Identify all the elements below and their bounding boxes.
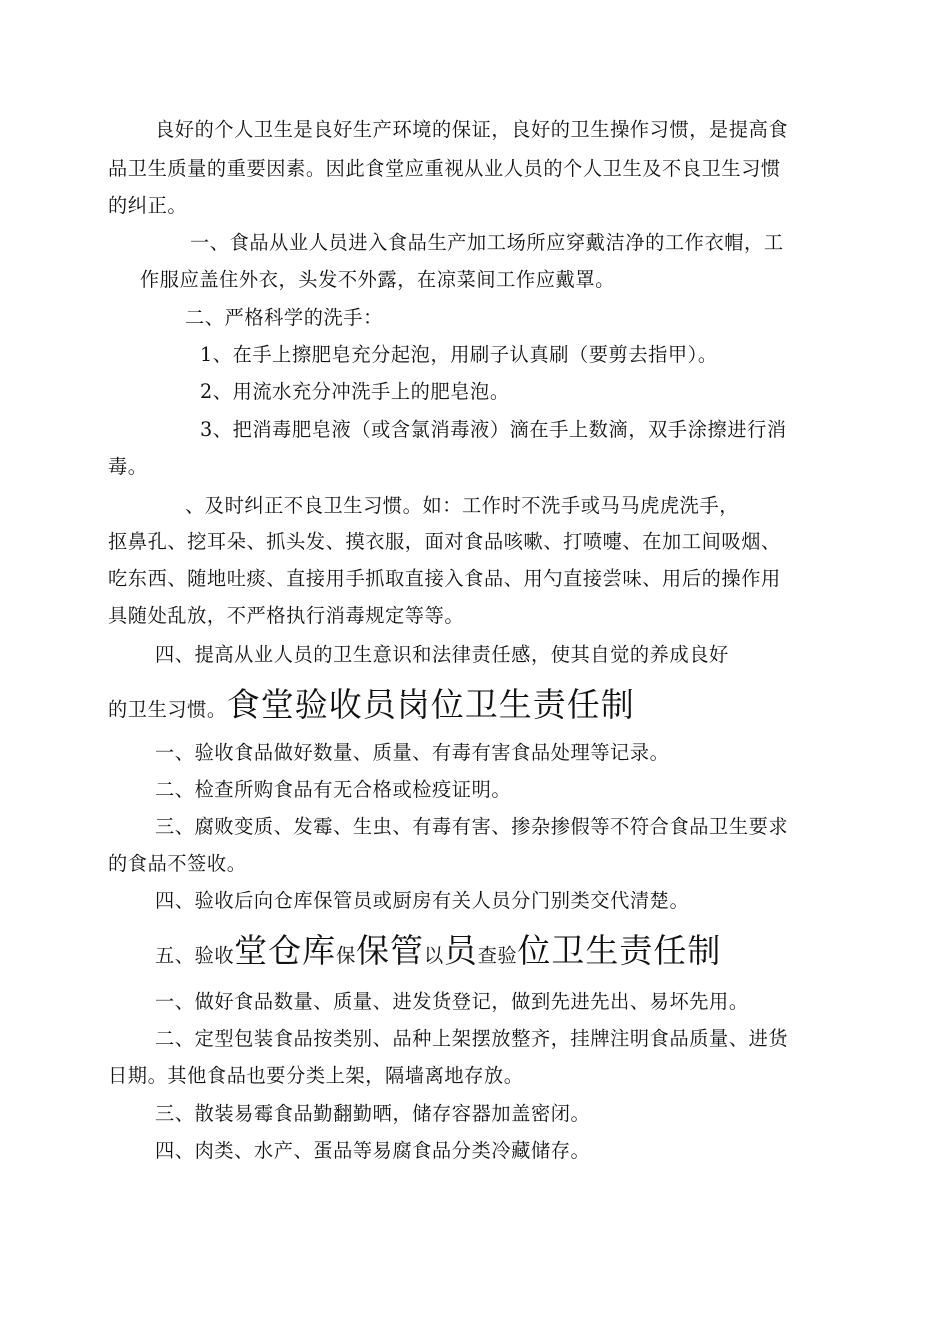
item2-step-1: 1、在手上擦肥皂充分起泡，用刷子认真刷（要剪去指甲）。 — [200, 343, 718, 366]
intro-line-2: 品卫生质量的重要因素。因此食堂应重视从业人员的个人卫生及不良卫生习惯 — [108, 157, 781, 180]
item1-line-2: 作服应盖住外衣，头发不外露，在凉菜间工作应戴罩。 — [140, 268, 615, 291]
inspector-item-1: 一、验收食品做好数量、质量、有毒有害食品处理等记录。 — [155, 741, 670, 764]
item3-line-4: 具随处乱放，不严格执行消毒规定等等。 — [108, 604, 465, 627]
warehouse-heading-part-2: 堂仓库 — [234, 931, 337, 970]
inspector-item-4: 四、验收后向仓库保管员或厨房有关人员分门别类交代清楚。 — [155, 889, 690, 912]
warehouse-heading-part-8: 位卫生责任制 — [517, 931, 722, 970]
inspector-item-3-line-1: 三、腐败变质、发霉、生虫、有毒有害、掺杂掺假等不符合食品卫生要求 — [155, 815, 789, 838]
intro-line-1: 良好的个人卫生是良好生产环境的保证，良好的卫生操作习惯，是提高食 — [155, 118, 789, 141]
item2-step-3-line-1: 3、把消毒肥皂液（或含氯消毒液）滴在手上数滴，双手涂擦进行消 — [200, 418, 787, 441]
warehouse-item-2-line-1: 二、定型包装食品按类别、品种上架摆放整齐，挂牌注明食品质量、进货 — [155, 1027, 789, 1050]
warehouse-item-3: 三、散装易霉食品勤翻勤晒，储存容器加盖密闭。 — [155, 1102, 591, 1125]
intro-line-3: 的纠正。 — [108, 194, 188, 217]
inspector-item-2: 二、检查所购食品有无合格或检疫证明。 — [155, 778, 512, 801]
warehouse-heading-part-4: 保管 — [355, 931, 424, 970]
item4-line-1: 四、提高从业人员的卫生意识和法律责任感，使其自觉的养成良好 — [155, 643, 729, 666]
warehouse-heading-part-6: 员 — [443, 931, 478, 970]
item4-line-2-with-heading — [108, 686, 635, 729]
warehouse-item-4: 四、肉类、水产、蛋品等易腐食品分类冷藏储存。 — [155, 1139, 591, 1162]
item4-line-2: 的卫生习惯。 — [108, 698, 227, 721]
item3-line-3: 吃东西、随地吐痰、直接用手抓取直接入食品、用勺直接尝味、用后的操作用 — [108, 567, 781, 590]
item2-step-3-line-2: 毒。 — [108, 455, 148, 478]
item1-line-1: 一、食品从业人员进入食品生产加工场所应穿戴洁净的工作衣帽，工 — [190, 231, 784, 254]
warehouse-heading-part-5: 以 — [423, 944, 444, 967]
item3-line-2: 抠鼻孔、挖耳朵、抓头发、摸衣服，面对食品咳嗽、打喷嚏、在加工间吸烟、 — [108, 530, 781, 553]
warehouse-heading-part-3: 保 — [336, 944, 356, 967]
item2-step-2: 2、用流水充分冲洗手上的肥皂泡。 — [200, 380, 510, 403]
warehouse-item-1: 一、做好食品数量、质量、进发货登记，做到先进先出、易坏先用。 — [155, 990, 749, 1013]
inspector-section-heading: 食堂验收员岗位卫生责任制 — [226, 685, 635, 724]
warehouse-heading-part-1: 五、验收 — [155, 944, 235, 967]
warehouse-heading-part-7: 查验 — [477, 944, 518, 967]
item2-title: 二、严格科学的洗手： — [185, 306, 383, 329]
inspector-item-3-line-2: 的食品不签收。 — [108, 852, 247, 875]
item3-line-1: 、及时纠正不良卫生习惯。如：工作时不洗手或马马虎虎洗手， — [185, 494, 740, 517]
warehouse-section-heading — [155, 932, 721, 975]
warehouse-item-2-line-2: 日期。其他食品也要分类上架，隔墙离地存放。 — [108, 1064, 524, 1087]
